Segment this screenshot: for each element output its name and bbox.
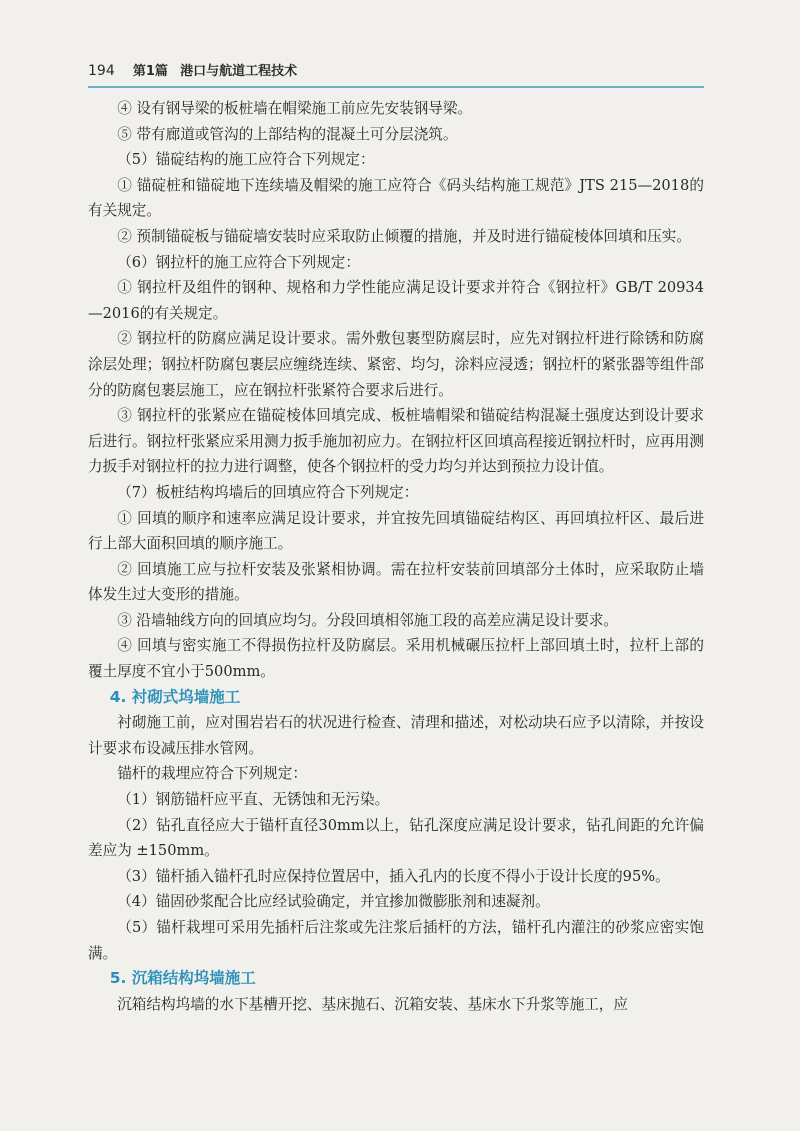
paragraph: ① 钢拉杆及组件的钢种、规格和力学性能应满足设计要求并符合《钢拉杆》GB/T 20934—2016的有关规定。 (88, 279, 704, 322)
paragraph: ③ 沿墙轴线方向的回填应均匀。分段回填相邻施工段的高差应满足设计要求。 (117, 611, 619, 629)
paragraph: ④ 回填与密实施工不得损伤拉杆及防腐层。采用机械碾压拉杆上部回填土时，拉杆上部的覆土厚度不宜小于500mm。 (88, 637, 704, 681)
paragraph: ① 回填的顺序和速率应满足设计要求，并宜按先回填锚碇结构区、再回填拉杆区、最后进行上部大面积回填的顺序施工。 (88, 509, 704, 553)
paragraph: （1）钢筋锚杆应平直、无锈蚀和无污染。 (117, 791, 390, 809)
paragraph: ② 预制锚碇板与锚碇墙安装时应采取防止倾覆的措施，并及时进行锚碇棱体回填和压实。 (117, 227, 691, 245)
paragraph: （5）锚碇结构的施工应符合下列规定： (117, 151, 375, 169)
paragraph: ② 回填施工应与拉杆安装及张紧相协调。需在拉杆安装前回填部分土体时，应采取防止墙体发生过大变形的措施。 (88, 560, 704, 604)
page-number: 194 (88, 63, 115, 79)
paragraph: ② 钢拉杆的防腐应满足设计要求。需外敷包裹型防腐层时，应先对钢拉杆进行除锈和防腐涂层处理；钢拉杆防腐包裹层应缠绕连续、紧密、均匀，涂料应浸透；钢拉杆的紧张器等组件部分的防腐包裹层施工，应在钢拉杆张紧符合要求后进行。 (88, 330, 704, 399)
header-rule (88, 86, 704, 88)
paragraph: （2）钻孔直径应大于锚杆直径30mm以上，钻孔深度应满足设计要求，钻孔间距的允许偏差应为 ±150mm。 (88, 816, 704, 860)
paragraph: （4）锚固砂浆配合比应经试验确定，并宜掺加微膨胀剂和速凝剂。 (117, 893, 550, 911)
paragraph: （3）锚杆插入锚杆孔时应保持位置居中，插入孔内的长度不得小于设计长度的95%。 (117, 867, 670, 885)
paragraph: 沉箱结构坞墙的水下基槽开挖、基床抛石、沉箱安装、基床水下升浆等施工，应 (117, 995, 628, 1013)
paragraph: ③ 钢拉杆的张紧应在锚碇棱体回填完成、板桩墙帽梁和锚碇结构混凝土强度达到设计要求后进行。钢拉杆张紧应采用测力扳手施加初应力。在钢拉杆区回填高程接近钢拉杆时，应再用测力扳手对钢拉杆的拉力进行调整，使各个钢拉杆的受力均匀并达到预拉力设计值。 (88, 407, 704, 476)
paragraph: （5）锚杆栽埋可采用先插杆后注浆或先注浆后插杆的方法，锚杆孔内灌注的砂浆应密实饱满。 (88, 919, 704, 962)
part-title: 港口与航道工程技术 (180, 64, 298, 79)
paragraph: ① 锚碇桩和锚碇地下连续墙及帽梁的施工应符合《码头结构施工规范》JTS 215—2018的有关规定。 (88, 176, 704, 220)
paragraph: （7）板桩结构坞墙后的回填应符合下列规定： (117, 483, 419, 501)
body-text (88, 96, 704, 1017)
paragraph: 锚杆的栽埋应符合下列规定： (117, 765, 307, 783)
section-heading-4: 4. 衬砌式坞墙施工 (109, 687, 241, 706)
running-header (88, 58, 708, 84)
section-heading-5: 5. 沉箱结构坞墙施工 (109, 969, 256, 988)
paragraph: 衬砌施工前，应对围岩岩石的状况进行检查、清理和描述，对松动块石应予以清除，并按设计要求布设减压排水管网。 (88, 714, 704, 757)
paragraph: ⑤ 带有廊道或管沟的上部结构的混凝土可分层浇筑。 (117, 125, 458, 143)
paragraph: （6）钢拉杆的施工应符合下列规定： (117, 253, 360, 271)
part-label: 第1篇 (132, 64, 168, 79)
paragraph: ④ 设有钢导梁的板桩墙在帽梁施工前应先安装钢导梁。 (117, 100, 473, 117)
